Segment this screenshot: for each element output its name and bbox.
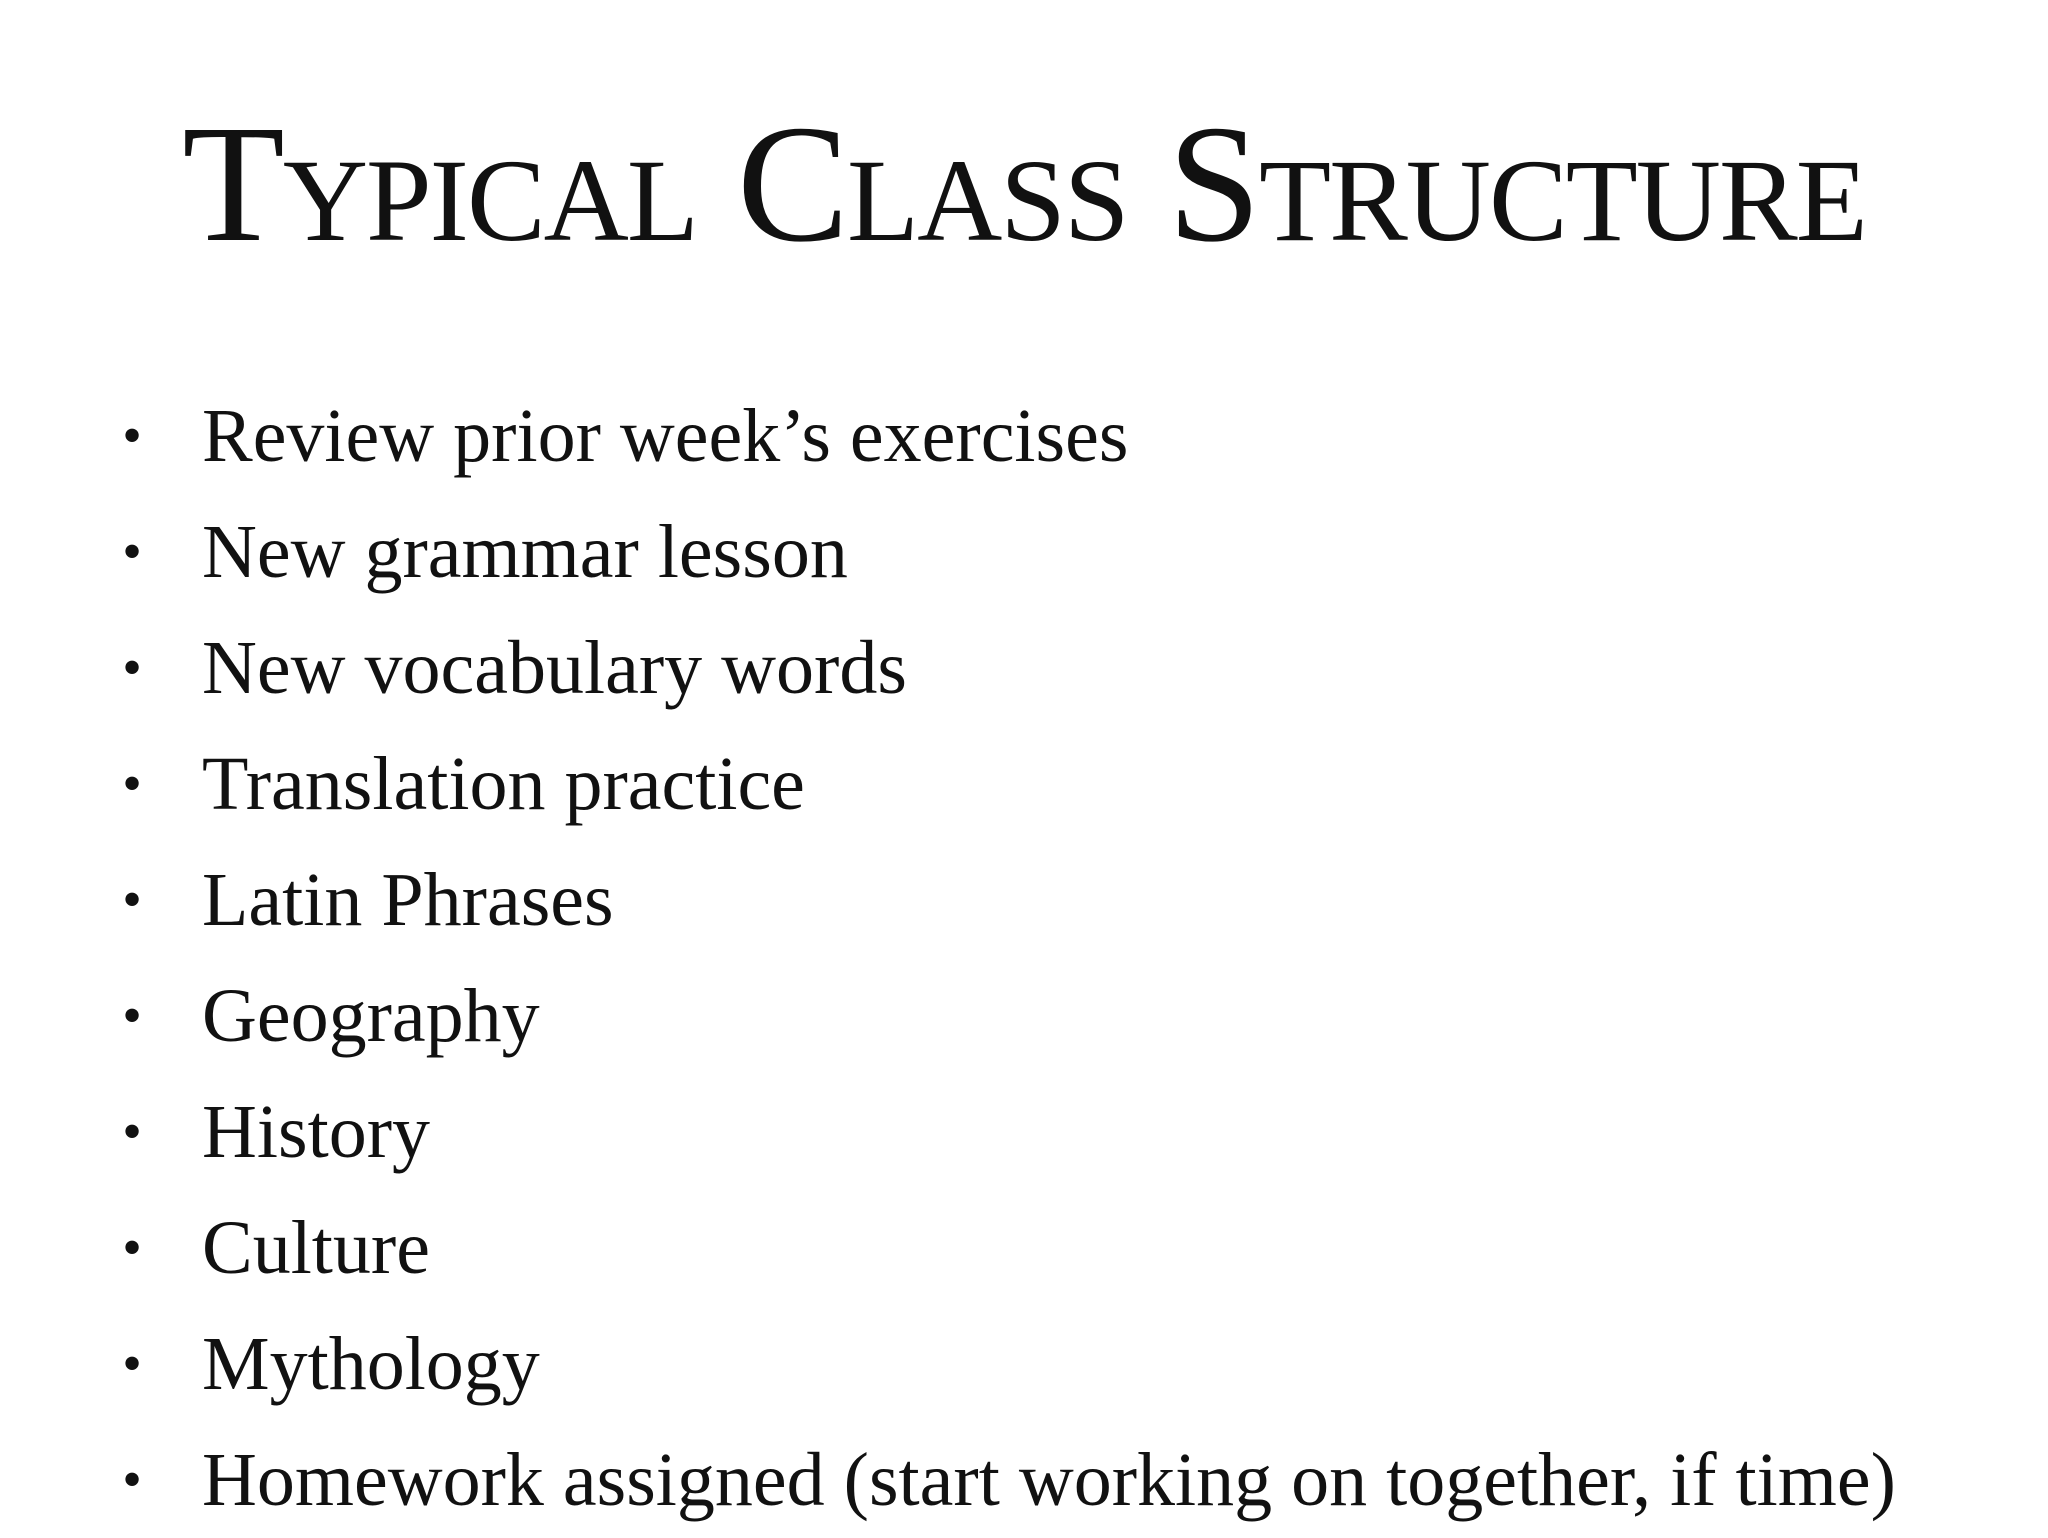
bullet-icon: • bbox=[122, 1449, 142, 1511]
bullet-text: Translation practice bbox=[202, 742, 805, 826]
bullet-icon: • bbox=[122, 637, 142, 699]
bullet-text: Homework assigned (start working on together, if time) bbox=[202, 1438, 1896, 1522]
bullet-text: Culture bbox=[202, 1206, 430, 1290]
bullet-text: Review prior week’s exercises bbox=[202, 394, 1129, 478]
bullet-icon: • bbox=[122, 1333, 142, 1395]
bullet-icon: • bbox=[122, 1101, 142, 1163]
bullet-icon: • bbox=[122, 869, 142, 931]
bullet-text: Geography bbox=[202, 974, 540, 1058]
slide-title: Typical Class Structure bbox=[182, 91, 1866, 277]
bullet-text: Latin Phrases bbox=[202, 858, 614, 942]
bullet-text: New grammar lesson bbox=[202, 510, 848, 594]
bullet-text: New vocabulary words bbox=[202, 626, 907, 710]
bullet-icon: • bbox=[122, 405, 142, 467]
bullet-icon: • bbox=[122, 753, 142, 815]
bullet-text: History bbox=[202, 1090, 430, 1174]
bullet-icon: • bbox=[122, 1217, 142, 1279]
bullet-text: Mythology bbox=[202, 1322, 540, 1406]
bullet-icon: • bbox=[122, 521, 142, 583]
bullet-icon: • bbox=[122, 985, 142, 1047]
